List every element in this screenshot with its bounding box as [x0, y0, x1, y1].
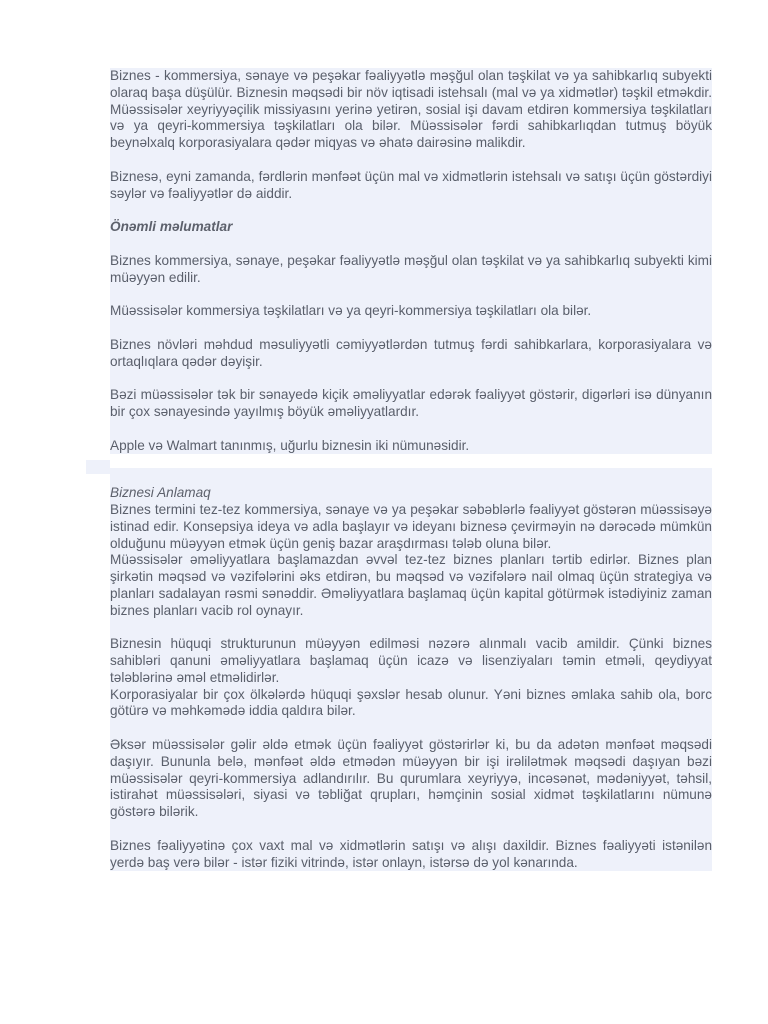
paragraph-org-types: Müəssisələr kommersiya təşkilatları və ya qeyri-kommersiya təşkilatları ola bilər.	[110, 303, 712, 320]
paragraph-gap	[110, 720, 712, 737]
document-body	[110, 68, 712, 871]
paragraph-activity: Biznes fəaliyyətinə çox vaxt mal və xidmətlərin satışı və alışı daxildir. Biznes fəaliyyəti istənilən yerdə baş verə bilər - istər fiziki vitrində, istər onlayn, istərsə də yol kənarında.	[110, 837, 712, 870]
paragraph-term: Biznes termini tez-tez kommersiya, sənaye və ya peşəkar səbəblərlə fəaliyyət göstərən müəssisəyə istinad edir. Konsepsiya ideya və adla başlayır və ideyanı biznesə çevirməyin nə dərəcədə mümkün olduğunu müəyyən etmək üçün geniş bazar araşdırması tələb oluna bilər.	[110, 501, 712, 551]
paragraph-gap	[110, 202, 712, 219]
paragraph-gap	[110, 320, 712, 337]
paragraph-gap	[110, 286, 712, 303]
paragraph-business-plan: Müəssisələr əməliyyatlara başlamazdan əvvəl tez-tez biznes planları tərtib edirlər. Biznes plan şirkətin məqsəd və vəzifələrini əks etdirən, bu məqsəd və vəzifələrə nail olmaq üçün strategiya və planları sadalayan rəsmi sənəddir. Əməliyyatlara başlamaq üçün kapital götürmək istədiyiniz zaman biznes planları vacib rol oynayır.	[110, 552, 712, 618]
paragraph-gap	[110, 370, 712, 387]
paragraph-profit: Əksər müəssisələr gəlir əldə etmək üçün fəaliyyət göstərirlər ki, bu da adətən mənfəət məqsədi daşıyır. Bununla belə, mənfəət əldə etmədən müəyyən bir işi irəlilətmək məqsədi daşıyan bəzi müəssisələr qeyri-kommersiya adlandırılır. Bu qurumlara xeyriyyə, incəsənət, mədəniyyət, təhsil, istirahət müəssisələri, siyasi və təbliğat qrupları, həmçinin sosial xidmət təşkilatlarını nümunə göstərə bilərik.	[110, 737, 712, 820]
paragraph-intro: Biznes - kommersiya, sənaye və peşəkar fəaliyyətlə məşğul olan təşkilat və ya sahibkarlıq subyekti olaraq başa düşülür. Biznesin məqsədi bir növ iqtisadi istehsalı (mal və ya xidmətlər) təşkil etməkdir. Müəssisələr xeyriyyəçilik missiyasını yerinə yetirən, sosial işi davam etdirən kommersiya təşkilatları və ya qeyri-kommersiya təşkilatları ola bilər. Müəssisələr fərdi sahibkarlıqdan tutmuş böyük beynəlxalq korporasiyalara qədər miqyas və əhatə dairəsinə malikdir.	[110, 68, 712, 151]
paragraph-effort: Biznesə, eyni zamanda, fərdlərin mənfəət üçün mal və xidmətlərin istehsalı və satışı üçün göstərdiyi səylər və fəaliyyətlər də aiddir.	[110, 168, 712, 201]
heading-important-info: Önəmli məlumatlar	[110, 219, 712, 236]
paragraph-gap	[110, 821, 712, 838]
paragraph-business-kinds: Biznes növləri məhdud məsuliyyətli cəmiyyətlərdən tutmuş fərdi sahibkarlara, korporasiyalara və ortaqlıqlara qədər dəyişir.	[110, 336, 712, 369]
heading-understanding: Biznesi Anlamaq	[110, 485, 712, 502]
paragraph-gap	[110, 421, 712, 438]
section-break	[110, 454, 712, 468]
paragraph-legal-structure: Biznesin hüquqi strukturunun müəyyən edilməsi nəzərə alınmalı vacib amildir. Çünki biznes sahibləri qanuni əməliyyatlara başlamaq üçün icazə və lisenziyaları təmin etməli, qeydiyyat tələblərinə əməl etməlidirlər.	[110, 636, 712, 685]
paragraph-gap	[110, 236, 712, 253]
paragraph-operations: Bəzi müəssisələr tək bir sənayedə kiçik əməliyyatlar edərək fəaliyyət göstərir, digərləri isə dünyanın bir çox sənayesində yayılmış böyük əməliyyatlardır.	[110, 387, 712, 419]
paragraph-definition: Biznes kommersiya, sənaye, peşəkar fəaliyyətlə məşğul olan təşkilat və ya sahibkarlıq subyekti kimi müəyyən edilir.	[110, 252, 712, 285]
paragraph-gap	[110, 468, 712, 485]
paragraph-corporations: Korporasiyalar bir çox ölkələrdə hüquqi şəxslər hesab olunur. Yəni biznes əmlaka sahib ola, borc götürə və məhkəmədə iddia qaldıra bilər.	[110, 686, 712, 719]
paragraph-gap	[110, 152, 712, 169]
paragraph-examples: Apple və Walmart tanınmış, uğurlu biznesin iki nümunəsidir.	[110, 438, 712, 455]
paragraph-gap	[110, 620, 712, 637]
margin-highlight	[86, 460, 110, 474]
